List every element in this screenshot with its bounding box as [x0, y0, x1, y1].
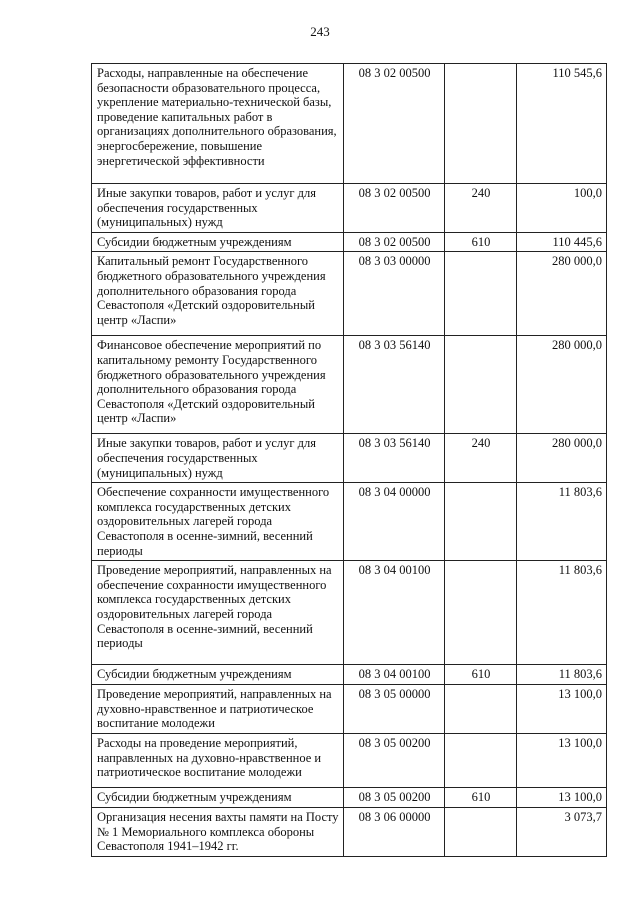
- item-sum: 13 100,0: [517, 733, 607, 787]
- item-code: 08 3 02 00500: [344, 184, 445, 233]
- item-code: 08 3 02 00500: [344, 232, 445, 252]
- expense-type: 610: [445, 787, 517, 807]
- item-sum: 110 445,6: [517, 232, 607, 252]
- expense-type: 240: [445, 184, 517, 233]
- expense-type: [445, 483, 517, 561]
- item-name: Субсидии бюджетным учреждениям: [92, 232, 344, 252]
- item-sum: 13 100,0: [517, 685, 607, 734]
- item-code: 08 3 06 00000: [344, 807, 445, 856]
- item-code: 08 3 05 00200: [344, 787, 445, 807]
- table-row: [92, 336, 607, 434]
- expense-type: [445, 807, 517, 856]
- item-code: 08 3 04 00100: [344, 665, 445, 685]
- item-name: Субсидии бюджетным учреждениям: [92, 665, 344, 685]
- item-name: Субсидии бюджетным учреждениям: [92, 787, 344, 807]
- table-row: [92, 232, 607, 252]
- item-sum: 11 803,6: [517, 483, 607, 561]
- table-row: [92, 787, 607, 807]
- budget-table-body: [92, 64, 607, 857]
- expense-type: [445, 252, 517, 336]
- item-sum: 13 100,0: [517, 787, 607, 807]
- item-name: Расходы на проведение мероприятий, направленных на духовно-нравственное и патриотическое воспитание молодежи: [92, 733, 344, 787]
- item-name: Обеспечение сохранности имущественного комплекса государственных детских оздоровительных лагерей города Севастополя в осенне-зимний, весенний периоды: [92, 483, 344, 561]
- expense-type: [445, 561, 517, 665]
- expense-type: [445, 64, 517, 184]
- item-sum: 100,0: [517, 184, 607, 233]
- item-sum: 280 000,0: [517, 252, 607, 336]
- item-sum: 3 073,7: [517, 807, 607, 856]
- expense-type: 240: [445, 434, 517, 483]
- expense-type: [445, 685, 517, 734]
- item-name: Организация несения вахты памяти на Посту № 1 Мемориального комплекса обороны Севастополя 1941–1942 гг.: [92, 807, 344, 856]
- item-code: 08 3 02 00500: [344, 64, 445, 184]
- item-code: 08 3 05 00200: [344, 733, 445, 787]
- item-name: Финансовое обеспечение мероприятий по капитальному ремонту Государственного бюджетного образовательного учреждения дополнительного образования города Севастополя «Детский оздоровительный центр «Ласпи»: [92, 336, 344, 434]
- table-row: [92, 807, 607, 856]
- expense-type: 610: [445, 665, 517, 685]
- item-code: 08 3 03 56140: [344, 336, 445, 434]
- table-row: [92, 184, 607, 233]
- item-name: Проведение мероприятий, направленных на духовно-нравственное и патриотическое воспитание молодежи: [92, 685, 344, 734]
- item-code: 08 3 04 00100: [344, 561, 445, 665]
- table-row: [92, 64, 607, 184]
- item-name: Иные закупки товаров, работ и услуг для обеспечения государственных (муниципальных) нужд: [92, 434, 344, 483]
- table-row: [92, 685, 607, 734]
- item-sum: 280 000,0: [517, 434, 607, 483]
- item-name: Иные закупки товаров, работ и услуг для обеспечения государственных (муниципальных) нужд: [92, 184, 344, 233]
- item-code: 08 3 05 00000: [344, 685, 445, 734]
- page-number: 243: [310, 24, 330, 39]
- budget-table: [91, 63, 607, 857]
- table-row: [92, 483, 607, 561]
- item-sum: 110 545,6: [517, 64, 607, 184]
- item-sum: 11 803,6: [517, 561, 607, 665]
- item-code: 08 3 03 00000: [344, 252, 445, 336]
- table-row: [92, 733, 607, 787]
- table-row: [92, 252, 607, 336]
- table-row: [92, 665, 607, 685]
- expense-type: 610: [445, 232, 517, 252]
- item-sum: 280 000,0: [517, 336, 607, 434]
- item-code: 08 3 04 00000: [344, 483, 445, 561]
- expense-type: [445, 336, 517, 434]
- table-row: [92, 434, 607, 483]
- item-code: 08 3 03 56140: [344, 434, 445, 483]
- expense-type: [445, 733, 517, 787]
- table-row: [92, 561, 607, 665]
- item-name: Капитальный ремонт Государственного бюджетного образовательного учреждения дополнительного образования города Севастополя «Детский оздоровительный центр «Ласпи»: [92, 252, 344, 336]
- item-name: Проведение мероприятий, направленных на обеспечение сохранности имущественного комплекса государственных детских оздоровительных лагерей города Севастополя в осенне-зимний, весенний периоды: [92, 561, 344, 665]
- item-name: Расходы, направленные на обеспечение безопасности образовательного процесса, укрепление материально-технической базы, проведение капитальных работ в организациях дополнительного образования, энергосбережение, повышение энергетической эффективности: [92, 64, 344, 184]
- item-sum: 11 803,6: [517, 665, 607, 685]
